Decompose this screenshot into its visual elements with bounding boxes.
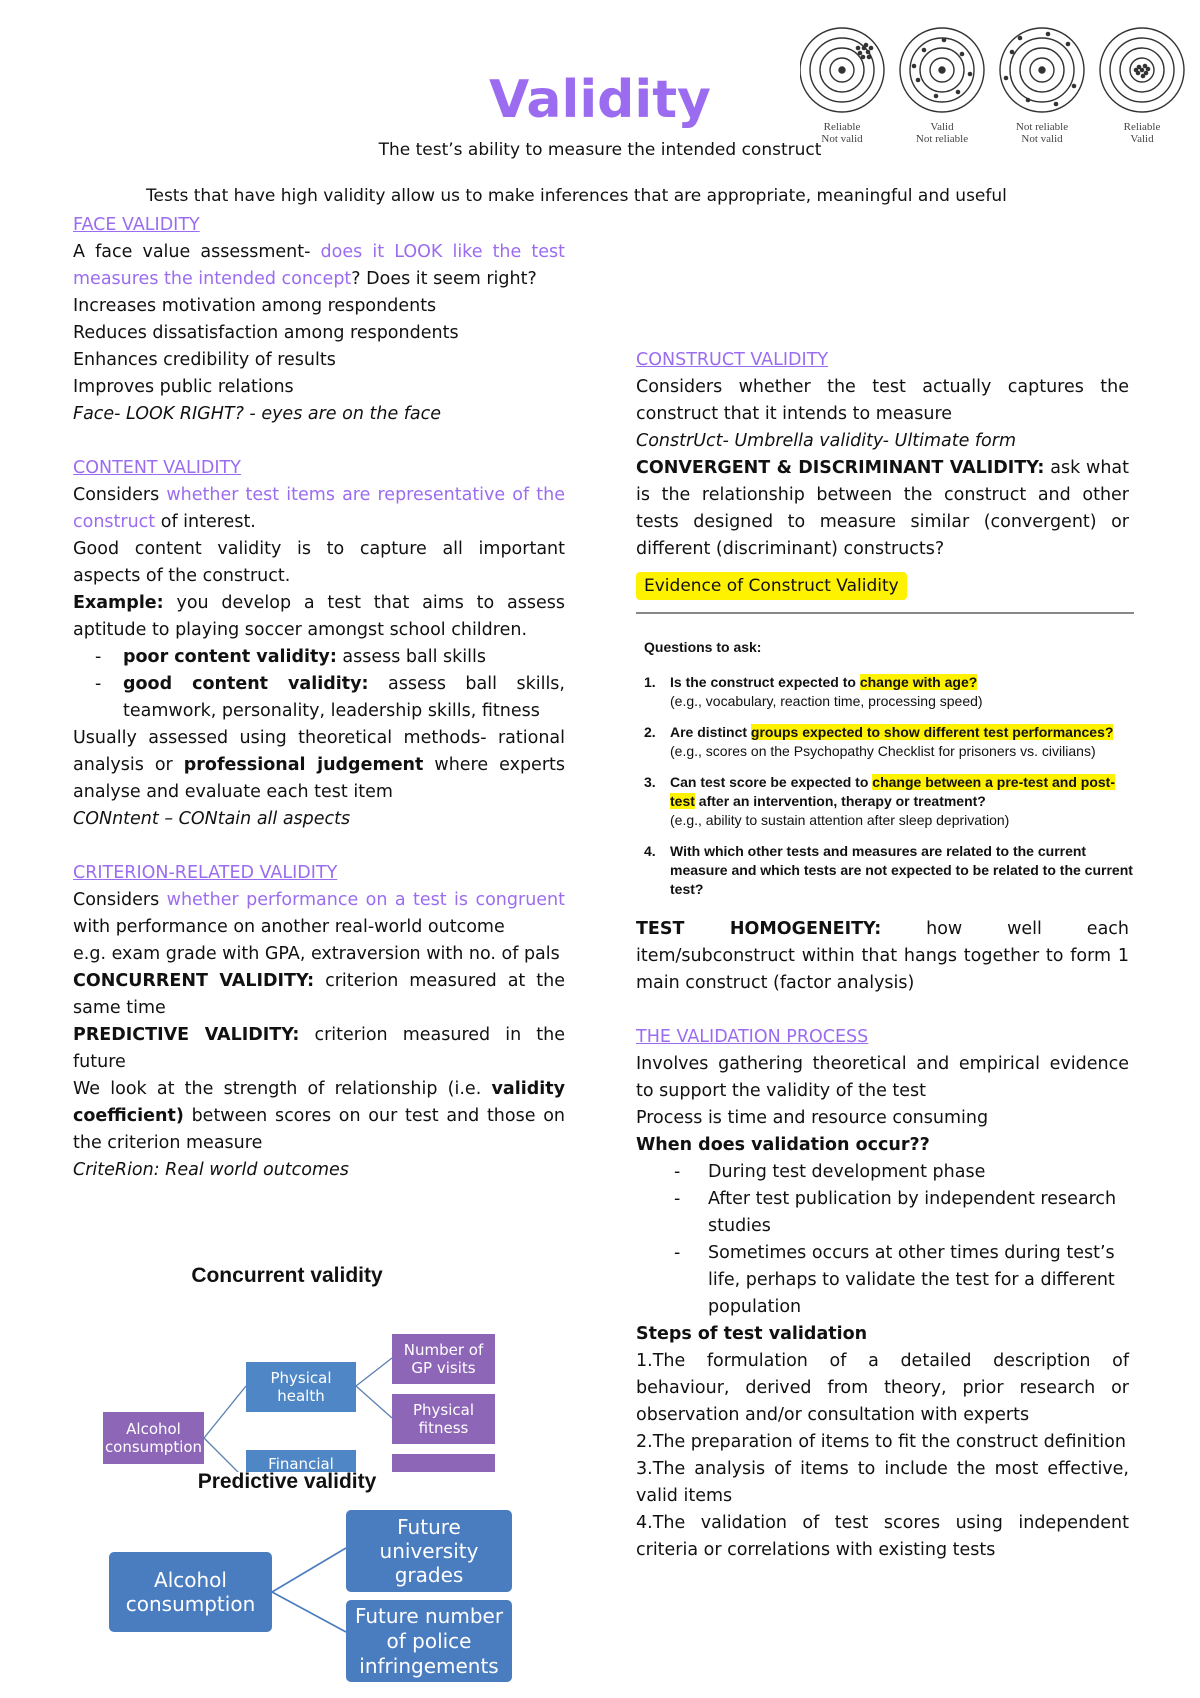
predictive-infringements-box: Future number of police infringements (346, 1600, 512, 1682)
question-1: 1. Is the construct expected to change with age? (e.g., vocabulary, reaction time, processing speed) (644, 674, 983, 709)
concurrent-validity-def: CONCURRENT VALIDITY: criterion measured at the same time (73, 971, 565, 1018)
criterion-validity-heading: CRITERION-RELATED VALIDITY (73, 863, 338, 883)
predictive-validity-def: PREDICTIVE VALIDITY: criterion measured in the future (73, 1025, 565, 1072)
target-2 (900, 28, 984, 112)
target-caption-3: Not reliable Not valid (1015, 121, 1069, 145)
target-1 (800, 28, 884, 112)
validation-when-1: - During test development phase (674, 1162, 986, 1182)
target-caption-1: Reliable Not valid (821, 121, 863, 145)
concurrent-financial-box: Financial (246, 1450, 356, 1472)
question-4: 4. With which other tests and measures are related to the current measure and which tests are not expected to be related to the current test? (644, 843, 1133, 897)
construct-evidence-panel (636, 572, 1134, 911)
face-benefit-2: Reduces dissatisfaction among respondents (73, 323, 459, 343)
question-3: 3. Can test score be expected to change between a pre-test and post-test after an intervention, therapy or treatment? (e.g., ability to sustain attention after sleep deprivation) (644, 774, 1116, 828)
concurrent-validity-diagram (72, 1262, 502, 1472)
content-validity-aim: Good content validity is to capture all important aspects of the construct. (73, 539, 565, 586)
content-assessment: Usually assessed using theoretical methods- rational analysis or professional judgement where experts analyse and evaluate each test item (73, 728, 565, 802)
concurrent-physical-fitness-box: Physical fitness (392, 1394, 495, 1444)
face-benefit-3: Enhances credibility of results (73, 350, 336, 370)
right-column-bottom (636, 916, 1129, 1564)
predictive-validity-diagram (72, 1470, 502, 1698)
questions-heading: Questions to ask: (644, 639, 762, 655)
criterion-validity-definition: Considers whether performance on a test is congruent with performance on another real-world outcome (73, 890, 566, 937)
validation-when-heading: When does validation occur?? (636, 1135, 930, 1155)
concurrent-physical-health-box: Physical health (246, 1362, 356, 1412)
validity-coefficient-text: We look at the strength of relationship (i.e. validity coefficient) between scores on our test and those on the criterion measure (73, 1079, 565, 1153)
question-2: 2. Are distinct groups expected to show different test performances? (e.g., scores on the Psychopathy Checklist for prisoners vs. civilians) (644, 724, 1114, 759)
evidence-title: Evidence of Construct Validity (636, 572, 907, 600)
construct-validity-definition: Considers whether the test actually captures the construct that it intends to measure (636, 377, 1129, 424)
target-illustration (800, 20, 1200, 150)
construct-validity-heading: CONSTRUCT VALIDITY (636, 350, 829, 370)
validation-step-2: 2.The preparation of items to fit the construct definition (636, 1432, 1126, 1452)
criterion-example: e.g. exam grade with GPA, extraversion with no. of pals (73, 944, 560, 964)
intro-text: Tests that have high validity allow us to make inferences that are appropriate, meaningful and useful (146, 186, 1007, 206)
evidence-divider (636, 612, 1134, 614)
validation-cost: Process is time and resource consuming (636, 1108, 989, 1128)
validation-step-1: 1.The formulation of a detailed description of behaviour, derived from theory, prior research or observation and/or consultation with experts (636, 1351, 1129, 1425)
face-validity-heading: FACE VALIDITY (73, 215, 200, 235)
target-3 (1000, 28, 1084, 112)
convergent-discriminant-def: CONVERGENT & DISCRIMINANT VALIDITY: ask what is the relationship between the construct and other tests designed to measure similar (convergent) or different (discriminant) constructs? (636, 458, 1130, 559)
target-caption-4: Reliable Valid (1123, 121, 1161, 145)
concurrent-diagram-title: Concurrent validity (191, 1264, 383, 1287)
left-column (73, 212, 565, 1184)
test-homogeneity-def: TEST HOMOGENEITY: how well each item/subconstruct within that hangs together to form 1 main construct (factor analysis) (636, 919, 1130, 993)
validation-steps-heading: Steps of test validation (636, 1324, 868, 1344)
page-subtitle: The test’s ability to measure the intended construct (378, 140, 822, 160)
content-example-poor: - poor content validity: assess ball skills (95, 647, 486, 667)
validation-when-3: - Sometimes occurs at other times during test’s life, perhaps to validate the test for a different population (674, 1243, 1115, 1317)
page-title: Validity (489, 70, 711, 130)
validation-when-2: - After test publication by independent research studies (674, 1189, 1117, 1236)
validation-process-heading: THE VALIDATION PROCESS (636, 1027, 869, 1047)
criterion-mnemonic: CriteRion: Real world outcomes (73, 1160, 349, 1180)
evidence-questions (636, 638, 1134, 899)
predictive-diagram-title: Predictive validity (197, 1470, 377, 1493)
face-benefit-1: Increases motivation among respondents (73, 296, 437, 316)
face-validity-definition: A face value assessment- does it LOOK like the test measures the intended concept? Does it seem right? (73, 242, 566, 289)
right-column-top (636, 347, 1129, 563)
content-example-good: - good content validity: assess ball skills, teamwork, personality, leadership skills, fitness (95, 674, 565, 721)
concurrent-root-box: Alcohol consumption (103, 1412, 204, 1464)
face-mnemonic: Face- LOOK RIGHT? - eyes are on the face (73, 404, 442, 424)
content-validity-heading: CONTENT VALIDITY (73, 458, 241, 478)
content-validity-definition: Considers whether test items are representative of the construct of interest. (73, 485, 566, 532)
content-mnemonic: CONntent – CONtain all aspects (73, 809, 351, 829)
target-caption-2: Valid Not reliable (915, 121, 969, 145)
predictive-root-box: Alcohol consumption (109, 1552, 272, 1632)
validation-step-4: 4.The validation of test scores using independent criteria or correlations with existing tests (636, 1513, 1129, 1560)
target-4 (1100, 28, 1184, 112)
validation-step-3: 3.The analysis of items to include the most effective, valid items (636, 1459, 1129, 1506)
face-benefit-4: Improves public relations (73, 377, 294, 397)
predictive-grades-box: Future university grades (346, 1510, 512, 1592)
concurrent-gp-visits-box: Number of GP visits (392, 1334, 495, 1384)
targets-svg (800, 20, 1200, 130)
validation-process-def: Involves gathering theoretical and empirical evidence to support the validity of the test (636, 1054, 1129, 1101)
content-example: Example: you develop a test that aims to assess aptitude to playing soccer amongst school children. (73, 593, 565, 640)
construct-mnemonic: ConstrUct- Umbrella validity- Ultimate form (636, 431, 1017, 451)
